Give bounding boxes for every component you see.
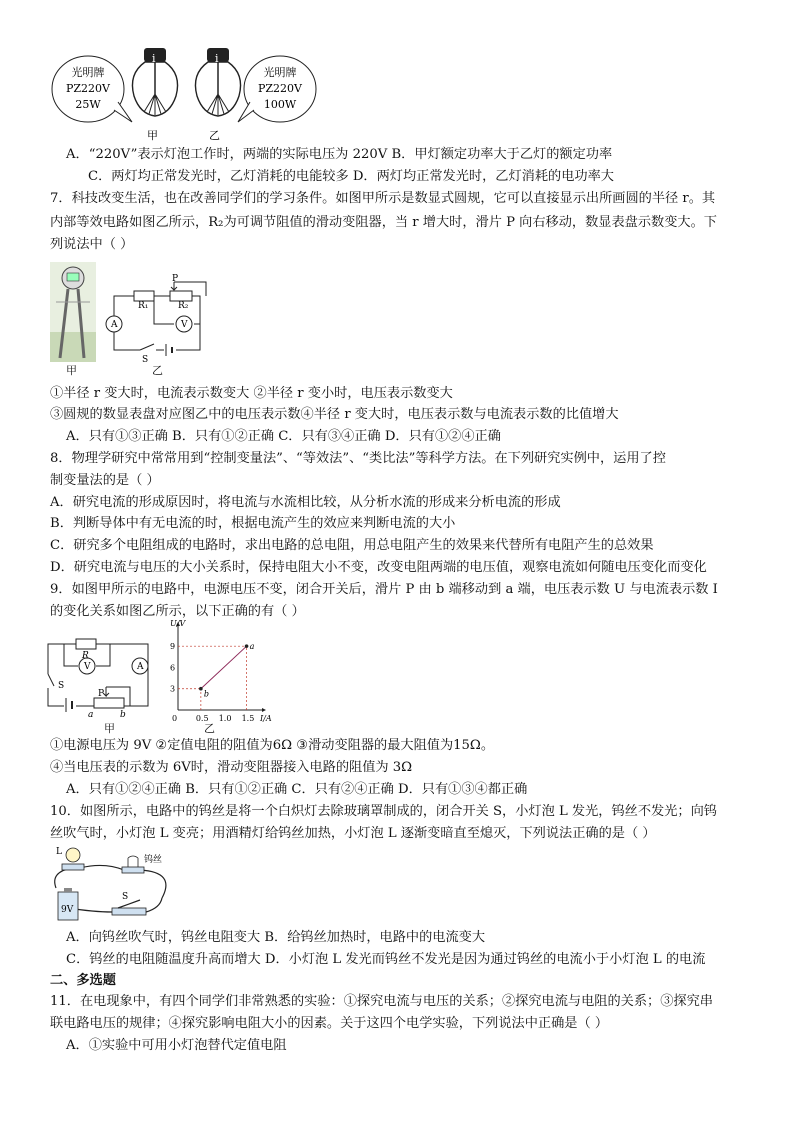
bulb-jia-icon — [132, 48, 177, 116]
q9-options: A．只有①②④正确 B．只有①②正确 C．只有②④正确 D．只有①③④都正确 — [66, 782, 528, 797]
x-tick-label: 1.0 — [218, 714, 232, 723]
q7-label-p: P — [172, 274, 179, 284]
q7-circuit-diagram — [104, 270, 214, 370]
q10-label-battery: 9V — [61, 905, 74, 915]
point-label-b: b — [203, 689, 209, 699]
data-point-a — [245, 644, 249, 648]
q11-stem-line1: 11．在电现象中，有四个同学们非常熟悉的实验：①探究电流与电压的关系；②探究电流与电阻的关系；③探究串 — [50, 994, 713, 1009]
bulb-yi-model: PZ220V — [258, 82, 302, 95]
q7-compass-photo — [50, 262, 96, 362]
q10-options-ab: A．向钨丝吹气时，钨丝电阻变大 B．给钨丝加热时，电路中的电流变大 — [66, 930, 486, 945]
q9-statement-4: ④当电压表的示数为 6V时，滑动变阻器接入电路的阻值为 3Ω — [50, 760, 413, 775]
q9-stem-line2: 的变化关系如图乙所示，以下正确的有（ ） — [50, 604, 305, 619]
q9-fig-jia-label: 甲 — [104, 722, 115, 735]
x-tick-label: 1.5 — [241, 714, 255, 723]
q8-option-a: A．研究电流的形成原因时，将电流与水流相比较，从分析水流的形成来分析电流的形成 — [50, 495, 561, 510]
q9-label-b-end: b — [120, 710, 126, 720]
series-line — [201, 646, 247, 689]
q7-statement-3-4: ③圆规的数显表盘对应图乙中的电压表示数④半径 r 变大时，电压表示数与电流表示数的比值增大 — [50, 407, 619, 422]
q8-option-c: C．研究多个电阻组成的电路时，求出电路的总电阻，用总电阻产生的效果来代替所有电阻产生的总效果 — [50, 538, 654, 553]
battery-icon — [58, 888, 78, 920]
q7-stem-line2: 内部等效电路如图乙所示，R₂为可调节阻值的滑动变阻器，当 r 增大时，滑片 P 向右移动，数显表盘示数变大。下 — [50, 215, 717, 230]
q7-fig-jia-label: 甲 — [66, 364, 77, 377]
q10-stem-line2: 丝吹气时，小灯泡 L 变亮；用酒精灯给钨丝加热，小灯泡 L 逐渐变暗直至熄灭，下列说法正确的是（ ） — [50, 826, 656, 841]
q7-label-a: A — [111, 320, 118, 330]
q7-label-v: V — [181, 320, 188, 330]
q9-statement-1-3: ①电源电压为 9V ②定值电阻的阻值为6Ω ③滑动变阻器的最大阻值为15Ω。 — [50, 738, 495, 753]
q10-label-l: L — [56, 847, 62, 857]
point-label-a: a — [249, 642, 255, 652]
svg-text:i: i — [215, 52, 219, 65]
bulb-jia-power: 25W — [75, 98, 101, 111]
data-point-b — [199, 687, 203, 691]
lamp-l-icon — [62, 848, 84, 870]
y-axis-label: U/V — [170, 619, 186, 628]
q7-label-r2: R₂ — [178, 301, 189, 311]
bulb-jia-label: 甲 — [147, 129, 158, 142]
bulb-jia-model: PZ220V — [66, 82, 110, 95]
switch-s-icon — [112, 900, 146, 915]
q6-bulbs-figure — [48, 44, 320, 144]
q8-stem-line2: 制变量法的是（ ） — [50, 473, 160, 488]
q10-circuit-diagram — [44, 842, 186, 928]
q9-label-v: V — [84, 662, 91, 672]
q8-option-b: B．判断导体中有无电流的时，根据电流产生的效应来判断电流的大小 — [50, 516, 456, 531]
q11-stem-line2: 联电路电压的规律；④探究影响电阻大小的因素。关于这四个电学实验，下列说法中正确是（ ） — [50, 1016, 609, 1031]
q7-statement-1-2: ①半径 r 变大时，电流表示数变大 ②半径 r 变小时，电压表示数变大 — [50, 386, 453, 401]
bulb-yi-label: 乙 — [209, 129, 220, 142]
q10-label-wire: 钨丝 — [144, 855, 163, 865]
q7-stem-line3: 列说法中（ ） — [50, 237, 134, 252]
tungsten-wire-icon — [122, 856, 144, 873]
q7-fig-yi-label: 乙 — [152, 364, 163, 377]
section-title-multiple-choice: 二、多选题 — [50, 973, 116, 988]
q7-stem-line1: 7．科技改变生活，也在改善同学们的学习条件。如图甲所示是数显式圆规，它可以直接显示出所画圆的半径 r。其 — [50, 191, 716, 206]
q9-fig-yi-label: 乙 — [204, 722, 215, 735]
x-axis-label: I/A — [260, 714, 272, 723]
q6-options-cd: C．两灯均正常发光时，乙灯消耗的电能较多 D．两灯均正常发光时，乙灯消耗的电功率大 — [88, 169, 614, 184]
q7-label-s: S — [142, 355, 149, 365]
q8-stem-line1: 8．物理学研究中常常用到“控制变量法”、“等效法”、“类比法”等科学方法。在下列研究实例中，运用了控 — [50, 451, 666, 466]
x-tick-label: 0 — [172, 714, 178, 723]
bulb-yi-power: 100W — [263, 98, 297, 111]
q6-options-ab: A．“220V”表示灯泡工作时，两端的实际电压为 220V B．甲灯额定功率大于乙灯的额定功率 — [66, 147, 613, 162]
bulb-yi-brand: 光明牌 — [263, 66, 297, 79]
x-tick-label: 0.5 — [195, 714, 209, 723]
q8-option-d: D．研究电流与电压的大小关系时，保持电阻大小不变，改变电阻两端的电压值，观察电流如何随电压变化而变化 — [50, 560, 707, 575]
q9-label-r: R — [82, 651, 89, 661]
q9-label-a-end: a — [88, 710, 94, 720]
q7-options: A．只有①③正确 B．只有①②正确 C．只有③④正确 D．只有①②④正确 — [66, 429, 501, 444]
q9-label-p: P — [98, 689, 105, 699]
bulb-jia-brand: 光明牌 — [71, 66, 105, 79]
q9-label-a-meter: A — [137, 662, 144, 672]
q9-ui-chart — [156, 619, 272, 724]
q10-stem-line1: 10．如图所示，电路中的钨丝是将一个白炽灯去除玻璃罩制成的，闭合开关 S，小灯泡 L 发光，钨丝不发光；向钨 — [50, 804, 717, 819]
bulb-yi-icon — [195, 48, 240, 116]
compass-icon — [50, 262, 96, 362]
y-tick-label: 9 — [170, 642, 176, 652]
q9-stem-line1: 9．如图甲所示的电路中，电源电压不变，闭合开关后，滑片 P 由 b 端移动到 a 端，电压表示数 U 与电流表示数 I — [50, 582, 718, 597]
x-axis-arrow — [262, 708, 266, 712]
q9-circuit-diagram — [44, 632, 156, 720]
q11-option-a: A．①实验中可用小灯泡替代定值电阻 — [66, 1038, 287, 1053]
y-tick-label: 6 — [170, 663, 176, 673]
svg-text:i: i — [152, 52, 156, 65]
y-tick-label: 3 — [170, 684, 176, 694]
q7-label-r1: R₁ — [138, 301, 149, 311]
q9-label-s: S — [58, 681, 65, 691]
q10-options-cd: C．钨丝的电阻随温度升高而增大 D．小灯泡 L 发光而钨丝不发光是因为通过钨丝的电流小于小灯泡 L 的电流 — [66, 952, 706, 967]
q10-label-s: S — [122, 892, 129, 902]
